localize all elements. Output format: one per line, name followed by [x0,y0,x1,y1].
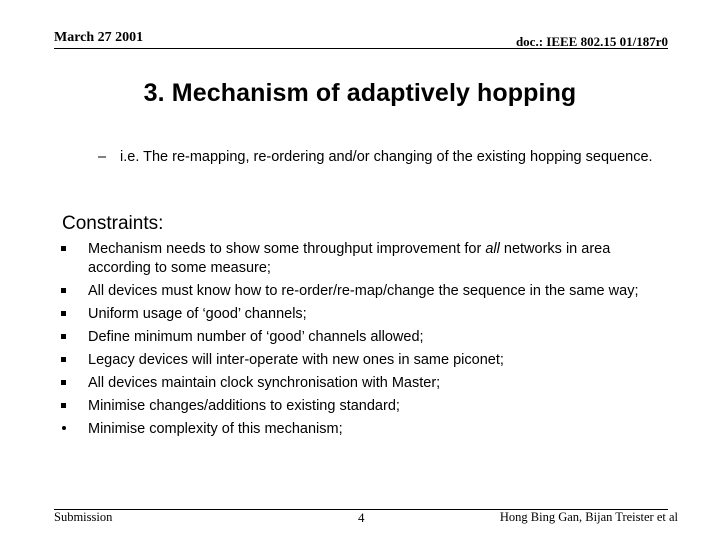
constraints-list [60,240,670,443]
list-item [60,374,670,393]
note-text: i.e. The re-mapping, re-ordering and/or changing of the existing hopping sequence. [120,149,653,165]
subtitle-note [98,148,658,167]
item-text: All devices must know how to re-order/re-map/change the sequence in the same way; [88,283,639,299]
bullet-icon [60,328,74,347]
list-item [60,328,670,347]
item-text: Minimise changes/additions to existing standard; [88,398,400,414]
item-text-post: networks in area according to some measure; [88,241,611,276]
bullet-icon [60,351,74,370]
item-text: Legacy devices will inter-operate with new ones in same piconet; [88,352,504,368]
item-text: Uniform usage of ‘good’ channels; [88,306,307,322]
bullet-icon [60,305,74,324]
page-number: 4 [358,510,365,525]
item-text: Minimise complexity of this mechanism; [88,421,343,437]
constraints-heading: Constraints: [62,213,164,234]
list-item [60,420,670,439]
footer-submission: Submission [54,510,113,524]
bullet-icon [60,420,74,439]
bullet-icon [60,374,74,393]
item-text-emphasis: all [485,241,500,257]
dash-bullet: – [98,149,107,165]
list-item [60,282,670,301]
footer-authors: Hong Bing Gan, Bijan Treister et al [499,510,678,524]
list-item [60,351,670,370]
slide-title: 3. Mechanism of adaptively hopping [143,79,577,107]
list-item [60,240,670,278]
list-item [60,397,670,416]
bullet-icon [60,397,74,416]
item-text: All devices maintain clock synchronisation with Master; [88,375,441,391]
item-text: Define minimum number of ‘good’ channels allowed; [88,329,424,345]
item-text-pre: Mechanism needs to show some throughput improvement for [88,241,486,257]
header-divider [54,48,668,49]
header-date: March 27 2001 [54,30,144,45]
bullet-icon [60,282,74,301]
list-item [60,305,670,324]
bullet-icon [60,240,74,259]
header-doc-id: doc.: IEEE 802.15 01/187r0 [515,34,668,49]
